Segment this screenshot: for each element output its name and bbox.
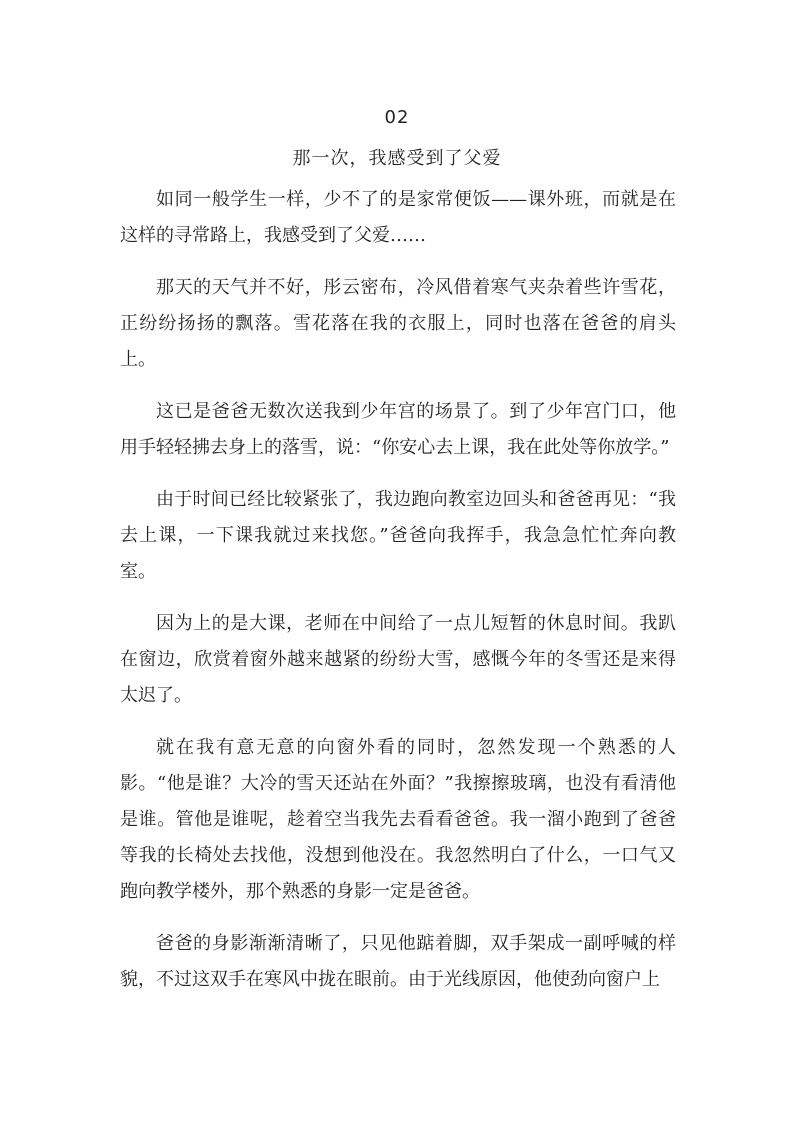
paragraph-7: 爸爸的身影渐渐清晰了，只见他踮着脚，双手架成一副呼喊的样貌，不过这双手在寒风中拢在眼前。由于光线原因，他使劲向窗户上 xyxy=(120,933,676,990)
paragraph-5: 因为上的是大课，老师在中间给了一点儿短暂的休息时间。我趴在窗边，欣赏着窗外越来越紧的纷纷大雪，感慨今年的冬雪还是来得太迟了。 xyxy=(120,613,676,706)
section-number: 02 xyxy=(384,107,410,128)
essay-title: 那一次，我感受到了父爱 xyxy=(292,148,502,169)
paragraph-3: 这已是爸爸无数次送我到少年宫的场景了。到了少年宫门口，他用手轻轻拂去身上的落雪，说：“你安心去上课，我在此处等你放学。” xyxy=(120,401,676,458)
paragraph-4: 由于时间已经比较紧张了，我边跑向教室边回头和爸爸再见：“我去上课，一下课我就过来找您。”爸爸向我挥手，我急急忙忙奔向教室。 xyxy=(120,489,676,582)
paragraph-1: 如同一般学生一样，少不了的是家常便饭——课外班，而就是在这样的寻常路上，我感受到了父爱…… xyxy=(120,189,676,246)
essay-body xyxy=(120,182,676,1014)
paragraph-2: 那天的天气并不好，彤云密布，冷风借着寒气夹杂着些许雪花，正纷纷扬扬的飘落。雪花落在我的衣服上，同时也落在爸爸的肩头上。 xyxy=(120,277,676,370)
paragraph-6: 就在我有意无意的向窗外看的同时，忽然发现一个熟悉的人影。“他是谁？大冷的雪天还站在外面？”我擦擦玻璃，也没有看清他是谁。管他是谁呢，趁着空当我先去看看爸爸。我一溜小跑到了爸爸等我的长椅处去找他，没想到他没在。我忽然明白了什么，一口气又跑向教学楼外，那个熟悉的身影一定是爸爸。 xyxy=(120,737,676,902)
